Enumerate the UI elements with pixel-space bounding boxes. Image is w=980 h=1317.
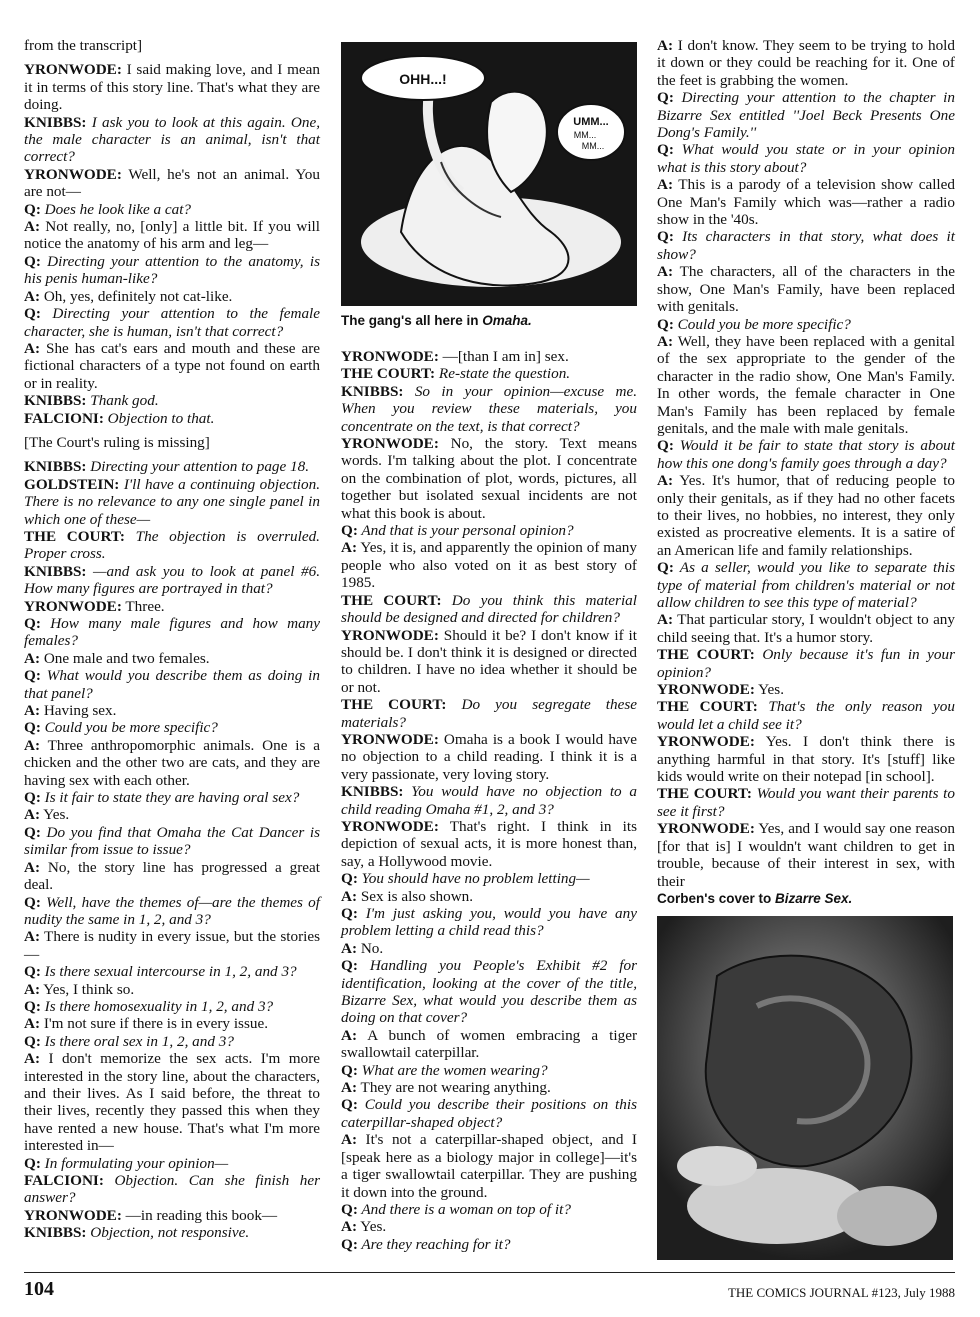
speaker-label: KNIBBS: [24, 458, 87, 476]
col3-paragraph [657, 228, 955, 263]
col2-paragraph [341, 888, 637, 905]
paragraph-text: No, the story line has progressed a great deal. [24, 858, 320, 894]
paragraph-text: That particular story, I wouldn't object to any child seeing that. It's a humor story. [657, 611, 955, 646]
col1-paragraph [24, 719, 320, 736]
speaker-label: Q: [657, 228, 674, 246]
paragraph-text: As a seller, would you like to separate this type of material from children's material or not allow children to see this type of material? [657, 559, 955, 611]
paragraph-text: No, the story. Text means words. I'm talking about the plot. I concentrate on the combination of plot, words, pictures, all together but isolated sexual incidents are not what this book is about. [341, 435, 637, 522]
speaker-label: GOLDSTEIN: [24, 475, 120, 493]
paragraph-text: The characters, all of the characters in the show, One Man's Family, have been replaced with genitals. [657, 263, 955, 316]
speaker-label: Q: [24, 789, 41, 807]
paragraph-text: Directing your attention to page 18. [86, 458, 310, 476]
paragraph-text: Thank god. [86, 392, 159, 410]
paragraph-text: And there is a woman on top of it? [357, 1200, 571, 1218]
speaker-label: THE COURT: [341, 365, 436, 383]
col1-paragraph [24, 702, 320, 719]
speaker-label: A: [341, 1131, 358, 1149]
caption-omaha [341, 313, 637, 328]
speaker-label: A: [341, 539, 358, 557]
speaker-label: YRONWODE: [24, 165, 122, 183]
speaker-label: A: [24, 980, 41, 998]
text-column-1 [24, 37, 320, 1242]
col2-paragraph [341, 435, 637, 522]
paragraph-text: I'll have a continuing objection. There is no relevance to any one single panel in which one of these— [24, 475, 320, 528]
speaker-label: Q: [341, 905, 358, 922]
paragraph-text: What would you state or in your opinion what is this story about? [657, 141, 955, 176]
col1-paragraph [24, 598, 320, 615]
col1-paragraph [24, 806, 320, 823]
col3-paragraph [657, 559, 955, 611]
speaker-label: Q: [657, 315, 674, 333]
paragraph-text: Oh, yes, definitely not cat-like. [40, 287, 233, 305]
col1-paragraph [24, 114, 320, 166]
col1-paragraph [24, 615, 320, 650]
col2-paragraph [341, 1027, 637, 1062]
paragraph-text: Yes. [754, 681, 785, 699]
speaker-label: Q: [341, 1200, 358, 1218]
col1-paragraph [24, 218, 320, 253]
paragraph-text: A bunch of women embracing a tiger swallowtail caterpillar. [341, 1026, 637, 1062]
speaker-label: YRONWODE: [341, 626, 439, 644]
col2-paragraph [341, 348, 637, 365]
paragraph-text: Yes. [357, 1218, 387, 1236]
col3-paragraph [657, 472, 955, 559]
omaha-comic-panel [341, 42, 637, 306]
speaker-label: Q: [341, 870, 358, 888]
paragraph-text: Would you want their parents to see it first? [657, 785, 955, 820]
speaker-label: KNIBBS: [341, 783, 404, 801]
col1-paragraph [24, 1207, 320, 1224]
col2-paragraph [341, 905, 637, 940]
paragraph-text: Do you think this material should be designed and directed for children? [341, 591, 637, 627]
speaker-label: A: [341, 939, 358, 957]
journal-footer: THE COMICS JOURNAL #123, July 1988 [727, 1285, 955, 1300]
paragraph-text: Handling you People's Exhibit #2 for identification, looking at the cover of the title, Bizarre Sex, what would you describe them as doing on that cover? [341, 957, 637, 1027]
paragraph-text: Objection. Can she finish her answer? [24, 1172, 320, 1207]
col2-paragraph [341, 1062, 637, 1079]
speaker-label: Q: [24, 997, 41, 1015]
speaker-label: YRONWODE: [657, 733, 755, 751]
speaker-label: YRONWODE: [341, 817, 439, 835]
bizarre-sex-cover-image [657, 916, 953, 1260]
speaker-label: Q: [657, 141, 674, 159]
paragraph-text: In formulating your opinion— [40, 1154, 229, 1172]
col2-paragraph [341, 1131, 637, 1201]
col1-paragraph [24, 1050, 320, 1154]
paragraph-text: Three anthropomorphic animals. One is a chicken and the other two are cats, and they are having sex with each other. [24, 736, 320, 789]
paragraph-text: Yes, it is, and apparently the opinion of many people who also voted on it as best story of 1985. [341, 539, 637, 592]
caption-bizarre-title: Bizarre Sex. [775, 891, 853, 906]
paragraph-text: You would have no objection to a child reading Omaha #1, 2, and 3? [341, 783, 637, 818]
col3-paragraph [657, 785, 955, 820]
col3-paragraph [657, 820, 955, 890]
speaker-label: FALCIONI: [24, 1172, 104, 1189]
paragraph-text: I don't know. They seem to be trying to hold it down or they could be reaching for it. One of the feet is grabbing the women. [657, 37, 955, 89]
col1-paragraph [24, 434, 320, 451]
col1-paragraph [24, 981, 320, 998]
speaker-label: Q: [24, 823, 41, 841]
paragraph-text: Is it fair to state they are having oral sex? [40, 789, 300, 807]
col1-paragraph [24, 392, 320, 409]
col3-paragraph [657, 437, 955, 472]
col1-paragraph [24, 563, 320, 598]
caption-bizarre-sex [657, 891, 955, 906]
paragraph-text: Sex is also shown. [357, 887, 474, 905]
col2-paragraph [341, 1201, 637, 1218]
paragraph-text: —[than I am in] sex. [438, 348, 569, 365]
col3-paragraph [657, 611, 955, 646]
paragraph-text: [The Court's ruling is missing] [24, 433, 210, 451]
col3-paragraph [657, 646, 955, 681]
speaker-label: FALCIONI: [24, 409, 104, 427]
paragraph-text: I'm just asking you, would you have any problem letting a child read this? [341, 905, 637, 940]
speaker-label: A: [657, 332, 674, 350]
col1-paragraph [24, 998, 320, 1015]
col2-paragraph [341, 522, 637, 539]
speaker-label: YRONWODE: [24, 61, 122, 79]
speaker-label: Q: [657, 89, 674, 107]
paragraph-text: Could you be more specific? [40, 719, 218, 737]
speaker-label: KNIBBS: [24, 1224, 87, 1242]
col2-paragraph [341, 383, 637, 435]
paragraph-text: Yes. I don't think there is anything harmful in that story. It's [stuff] like kids would write on their notepad [in school]. [657, 733, 955, 786]
col3-paragraph [657, 316, 955, 333]
paragraph-text: Could you be more specific? [673, 315, 851, 333]
paragraph-text: Should it be? I don't know if it should be. I don't think it is designed or directed to children. I have no idea whether it should be or not. [341, 626, 637, 696]
paragraph-text: Objection, not responsive. [86, 1224, 250, 1242]
paragraph-text: Well, have the themes of—are the themes of nudity the same in 1, 2, and 3? [24, 893, 320, 928]
col1-paragraph [24, 1033, 320, 1050]
paragraph-text: One male and two females. [40, 649, 210, 667]
speaker-label: YRONWODE: [341, 348, 439, 365]
paragraph-text: Directing your attention to the female character, she is human, isn't that correct? [24, 305, 320, 340]
col3-paragraph [657, 733, 955, 785]
paragraph-text: The objection is overruled. Proper cross. [24, 527, 320, 563]
speaker-label: Q: [24, 615, 41, 632]
paragraph-text: That's the only reason you would let a child see it? [657, 698, 955, 733]
speaker-label: A: [24, 1015, 41, 1033]
paragraph-text: No. [357, 939, 384, 957]
speaker-label: A: [341, 1218, 358, 1236]
speaker-label: Q: [24, 252, 41, 270]
col1-paragraph [24, 894, 320, 929]
paragraph-text: —in reading this book— [121, 1206, 278, 1224]
col2-paragraph [341, 957, 637, 1027]
caption-omaha-title: Omaha. [482, 313, 532, 328]
paragraph-text: Three. [121, 597, 165, 615]
caption-bizarre-text: Corben's cover to [657, 891, 775, 906]
paragraph-text: What would you describe them as doing in that panel? [24, 667, 320, 702]
paragraph-text: Only because it's fun in your opinion? [657, 646, 955, 681]
speaker-label: Q: [341, 522, 358, 540]
paragraph-text: Well, they have been replaced with a genital of the sex appropriate to the gender of the character in the radio show, One Man's Family. In other words, the female character in One Man's Family has been replaced by female genitals, and the male with male genitals. [657, 332, 955, 437]
speaker-label: A: [24, 1050, 41, 1068]
col1-paragraph [24, 650, 320, 667]
speaker-label: A: [657, 472, 674, 490]
paragraph-text: Is there sexual intercourse in 1, 2, and 3? [40, 963, 297, 981]
col1-paragraph [24, 476, 320, 528]
speaker-label: Q: [24, 1032, 41, 1050]
paragraph-text: This is a parody of a television show called One Man's Family which was—rather a radio show in the '40s. [657, 176, 955, 229]
paragraph-text: from the transcript] [24, 37, 143, 54]
speaker-label: Q: [24, 200, 41, 218]
speaker-label: KNIBBS: [24, 562, 87, 580]
col1-paragraph [24, 928, 320, 963]
col3-paragraph [657, 681, 955, 698]
bubble-text-2b: MM... [573, 130, 597, 140]
bubble-text-2c: MM... [581, 141, 605, 151]
paragraph-text: Objection to that. [103, 409, 215, 427]
speaker-label: A: [341, 887, 358, 905]
col1-paragraph [24, 61, 320, 113]
speaker-label: A: [657, 611, 674, 629]
col3-paragraph [657, 89, 955, 141]
col3-paragraph [657, 176, 955, 228]
col2-paragraph [341, 1236, 637, 1253]
col1-paragraph [24, 1015, 320, 1032]
col3-paragraph [657, 37, 955, 89]
speaker-label: THE COURT: [657, 698, 758, 716]
speaker-label: Q: [24, 719, 41, 737]
speaker-label: Q: [24, 893, 41, 911]
paragraph-text: Do you segregate these materials? [341, 696, 637, 731]
col1-paragraph [24, 253, 320, 288]
speaker-label: KNIBBS: [24, 392, 87, 410]
speaker-label: A: [24, 858, 41, 876]
col3-paragraph [657, 141, 955, 176]
speaker-label: A: [24, 218, 41, 236]
speaker-label: YRONWODE: [24, 597, 122, 615]
paragraph-text: Yes. [40, 806, 70, 824]
speaker-label: A: [657, 37, 674, 54]
col1-paragraph [24, 737, 320, 789]
paragraph-text: They are not wearing anything. [357, 1079, 551, 1097]
paragraph-text: There is nudity in every issue, but the stories— [24, 928, 320, 963]
paragraph-text: Yes, and I would say one reason [for that is] I wouldn't want children to get in trouble, because of their interest in sex, with their [657, 820, 955, 890]
speaker-label: THE COURT: [341, 696, 447, 714]
col3-paragraph [657, 263, 955, 315]
col1-paragraph [24, 340, 320, 392]
paragraph-text: Its characters in that story, what does it show? [657, 228, 955, 263]
paragraph-text: So in your opinion—excuse me. When you review these materials, you concentrate on the text, is that correct? [341, 382, 637, 435]
speaker-label: Q: [24, 963, 41, 981]
paragraph-text: I'm not sure if there is in every issue. [40, 1015, 268, 1033]
speaker-label: A: [24, 339, 41, 357]
col1-paragraph [24, 410, 320, 427]
speaker-label: YRONWODE: [341, 435, 439, 453]
speaker-label: A: [341, 1079, 358, 1097]
speaker-label: A: [24, 736, 41, 754]
bizarre-sex-illustration [657, 916, 953, 1260]
speaker-label: KNIBBS: [24, 113, 87, 131]
speaker-label: A: [341, 1026, 358, 1044]
col2-paragraph [341, 365, 637, 382]
col2-paragraph [341, 783, 637, 818]
col1-paragraph [24, 824, 320, 859]
col3-paragraph [657, 333, 955, 437]
paragraph-text: —and ask you to look at panel #6. How many figures are portrayed in that? [24, 562, 320, 598]
paragraph-text: It's not a caterpillar-shaped object, and I [speak here as a biology major in college]—it's a tiger swallowtail caterpillar. They are pushing it down into the ground. [341, 1131, 637, 1201]
paragraph-text: Do you find that Omaha the Cat Dancer is similar from issue to issue? [24, 823, 320, 859]
speaker-label: THE COURT: [657, 646, 755, 664]
paragraph-text: Not really, no, [only] a little bit. If you will notice the anatomy of his arm and leg— [24, 218, 320, 253]
paragraph-text: I said making love, and I mean it in terms of this story line. That's what they are doing. [24, 61, 320, 114]
col2-paragraph [341, 696, 637, 731]
bubble-text-2a: UMM... [573, 116, 609, 128]
col1-paragraph [24, 37, 320, 54]
omaha-illustration [341, 42, 637, 306]
speaker-label: A: [24, 806, 41, 824]
paragraph-text: Omaha is a book I would have no objection to a child reading. I think it is a very passionate, very loving story. [341, 730, 637, 783]
speaker-label: Q: [341, 1096, 358, 1114]
col3-paragraph [657, 698, 955, 733]
paragraph-text: Would it be fair to state that story is about how this one dong's family goes through a day? [657, 437, 955, 472]
col1-paragraph [24, 166, 320, 201]
col2-paragraph [341, 539, 637, 591]
col2-paragraph [341, 1218, 637, 1235]
paragraph-text: And that is your personal opinion? [357, 522, 574, 540]
bubble-text-1: OHH...! [399, 71, 447, 87]
speaker-label: Q: [657, 559, 674, 577]
speaker-label: Q: [24, 1154, 41, 1172]
speaker-label: Q: [24, 667, 41, 685]
paragraph-text: Having sex. [40, 702, 117, 720]
col1-paragraph [24, 789, 320, 806]
col1-paragraph [24, 859, 320, 894]
speaker-label: YRONWODE: [24, 1206, 122, 1224]
col1-paragraph [24, 1155, 320, 1172]
caption-omaha-text: The gang's all here in [341, 313, 483, 328]
speaker-label: Q: [341, 1235, 358, 1253]
speaker-label: THE COURT: [341, 591, 442, 609]
text-column-3 [657, 37, 955, 890]
speaker-label: Q: [341, 1061, 358, 1079]
col1-paragraph [24, 528, 320, 563]
col2-paragraph [341, 1079, 637, 1096]
speaker-label: YRONWODE: [341, 730, 439, 748]
paragraph-text: I ask you to look at this again. One, the male character is an animal, isn't that correct? [24, 113, 320, 166]
paragraph-text: Directing your attention to the anatomy, is his penis human-like? [24, 252, 320, 288]
speaker-label: A: [24, 649, 41, 667]
col2-paragraph [341, 818, 637, 870]
col2-paragraph [341, 731, 637, 783]
col1-paragraph [24, 288, 320, 305]
speaker-label: KNIBBS: [341, 382, 404, 400]
speaker-label: A: [657, 176, 674, 194]
paragraph-text: Could you describe their positions on this caterpillar-shaped object? [341, 1096, 637, 1131]
speaker-label: A: [24, 702, 41, 720]
col2-paragraph [341, 870, 637, 887]
paragraph-text: Is there oral sex in 1, 2, and 3? [40, 1032, 234, 1050]
speaker-label: Q: [24, 305, 41, 323]
col2-paragraph [341, 627, 637, 697]
paragraph-text: That's right. I think in its depiction of sexual acts, it is more honest than, say, a Hollywood movie. [341, 817, 637, 870]
col2-paragraph [341, 592, 637, 627]
paragraph-text: Well, he's not an animal. You are not— [24, 165, 320, 201]
page-number: 104 [24, 1278, 54, 1300]
col2-paragraph [341, 1096, 637, 1131]
col1-paragraph [24, 667, 320, 702]
col1-paragraph [24, 458, 320, 475]
col1-paragraph [24, 1172, 320, 1207]
paragraph-text: How many male figures and how many females? [24, 615, 320, 650]
col1-paragraph [24, 963, 320, 980]
speaker-label: THE COURT: [24, 527, 125, 545]
col2-paragraph [341, 940, 637, 957]
text-column-2 [341, 348, 637, 1253]
speaker-label: A: [24, 928, 41, 946]
paragraph-text: Yes. It's humor, that of reducing people to only their genitals, as if they had no other facets to their lives, no hobbies, no interest, they only existed as procreative elements. It is a satire of an American life and family relationships. [657, 472, 955, 559]
paragraph-text: Is there homosexuality in 1, 2, and 3? [40, 997, 274, 1015]
speaker-label: YRONWODE: [657, 681, 755, 699]
col1-paragraph [24, 1224, 320, 1241]
col1-paragraph [24, 201, 320, 218]
paragraph-text: Are they reaching for it? [357, 1235, 511, 1253]
paragraph-text: Re-state the question. [435, 365, 571, 383]
paragraph-text: Directing your attention to the chapter in Bizarre Sex entitled ''Joel Beck Presents One Dong's Family.'' [657, 89, 955, 142]
footer-rule [24, 1272, 955, 1273]
speaker-label: THE COURT: [657, 785, 752, 803]
paragraph-text: What are the women wearing? [357, 1061, 548, 1079]
paragraph-text: Does he look like a cat? [40, 200, 192, 218]
paragraph-text: You should have no problem letting— [357, 870, 590, 888]
speaker-label: A: [657, 263, 674, 281]
speaker-label: Q: [341, 957, 358, 975]
col1-paragraph [24, 305, 320, 340]
speaker-label: Q: [657, 437, 674, 455]
paragraph-text: I don't memorize the sex acts. I'm more interested in the story line, about the characters, and their lives. As I said before, the threat to their lives, recently they passed this when they have rented a new house. That's what I'm more interested in— [24, 1050, 320, 1155]
paragraph-text: She has cat's ears and mouth and these are fictional characters of a type not found on earth or in reality. [24, 339, 320, 392]
paragraph-text: Yes, I think so. [40, 980, 135, 998]
speaker-label: YRONWODE: [657, 820, 755, 838]
speaker-label: A: [24, 287, 41, 305]
